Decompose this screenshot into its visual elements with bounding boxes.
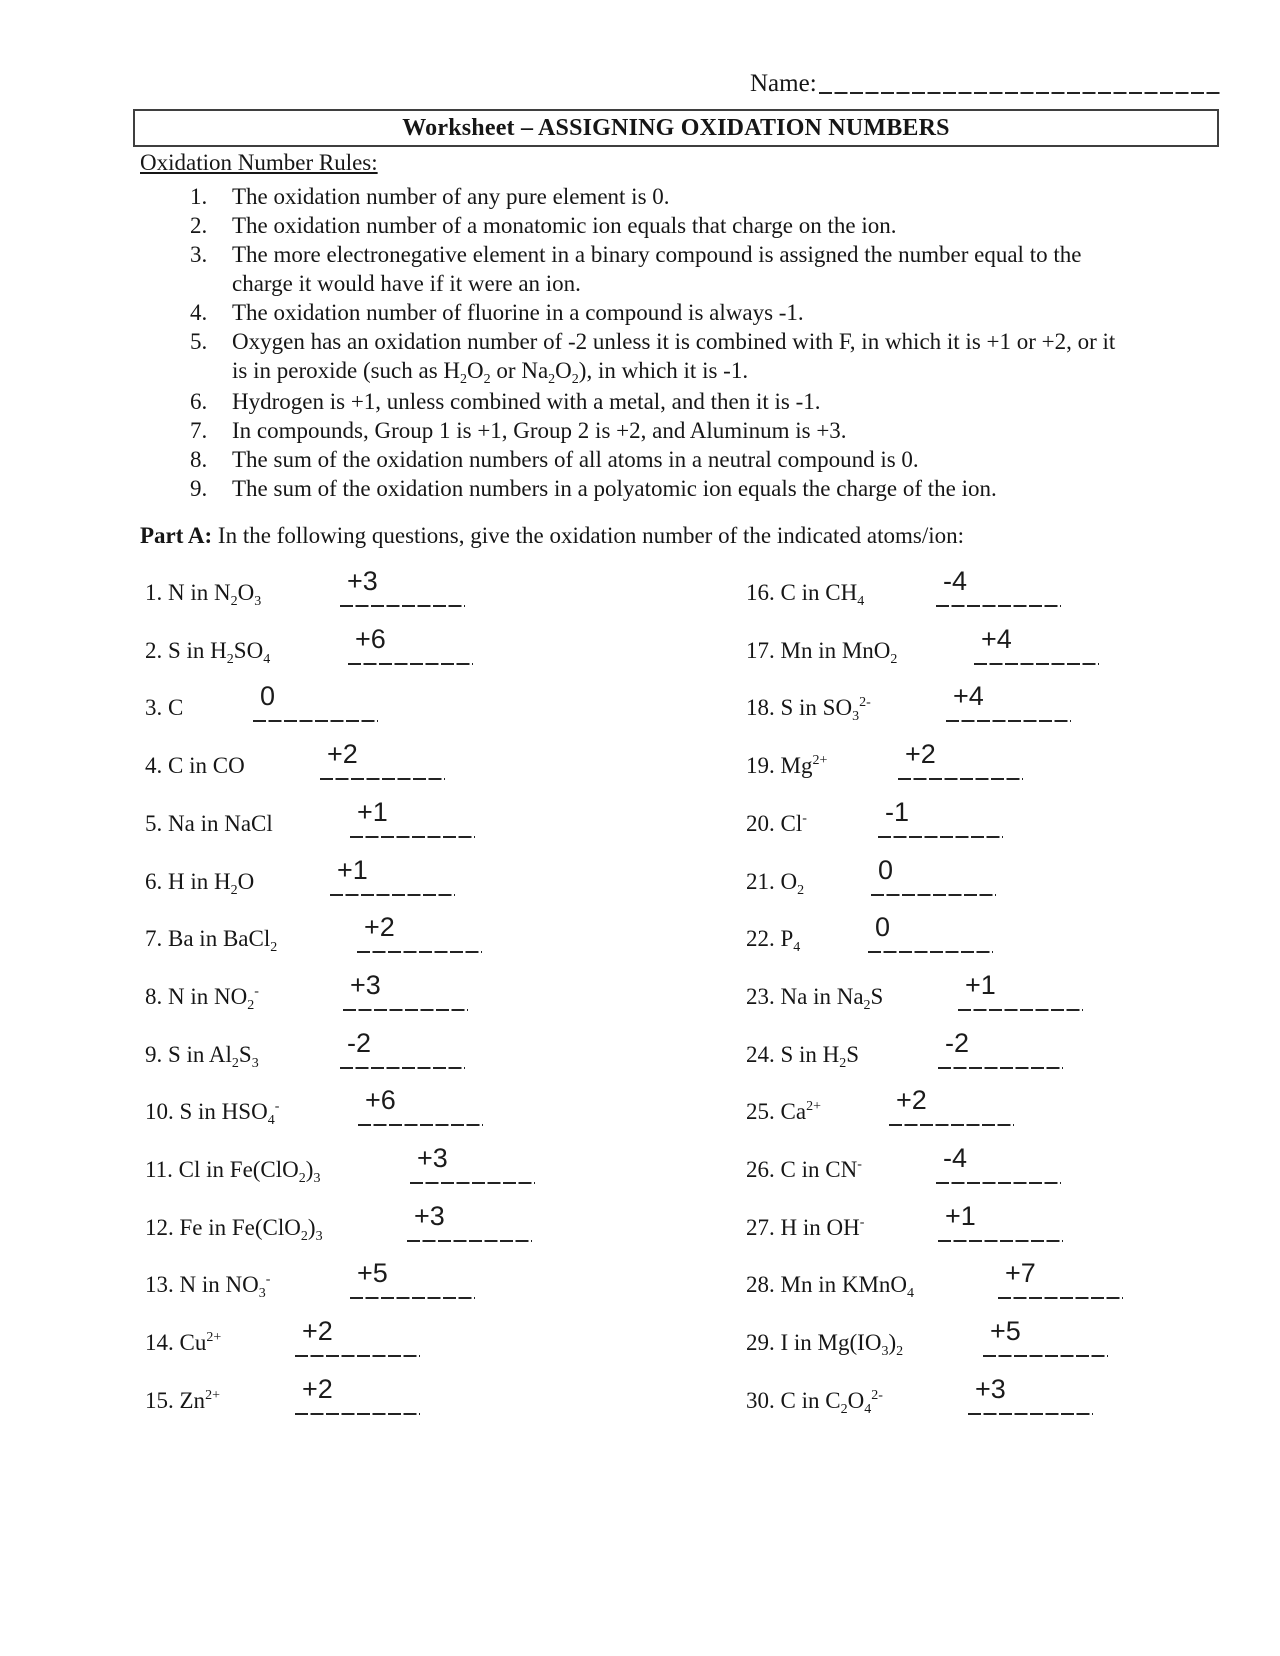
answer-value: +5 bbox=[357, 1258, 388, 1289]
answer-line bbox=[938, 1067, 1063, 1069]
question-label: 21. $O_2$ bbox=[746, 868, 805, 898]
answer-value: +3 bbox=[417, 1143, 448, 1173]
answer-value: +7 bbox=[1005, 1258, 1036, 1289]
rule-item bbox=[190, 240, 1180, 298]
name-label: Name: bbox=[750, 70, 817, 97]
answer-line bbox=[357, 951, 482, 953]
answer-line bbox=[898, 778, 1023, 780]
answer-line bbox=[889, 1124, 1014, 1126]
answer-value: +4 bbox=[953, 681, 984, 712]
rule-item bbox=[190, 211, 1180, 240]
superscript: 2- bbox=[871, 1387, 883, 1403]
answer-value: +3 bbox=[350, 969, 381, 1000]
answer-value: +3 bbox=[975, 1373, 1006, 1404]
subscript: 2 bbox=[483, 372, 491, 387]
question-row bbox=[746, 1200, 1266, 1255]
question-label: 27. H in OH- bbox=[746, 1214, 865, 1240]
answer-line bbox=[968, 1413, 1093, 1415]
question-label: 26. C in CN- bbox=[746, 1157, 862, 1182]
answer-value: +3 bbox=[414, 1200, 445, 1231]
answer-value: +2 bbox=[327, 739, 358, 770]
answer-line bbox=[358, 1124, 483, 1126]
subscript: 2 bbox=[890, 651, 898, 667]
answer-value: +4 bbox=[981, 623, 1012, 654]
subscript: 2 bbox=[231, 1055, 239, 1071]
superscript: - bbox=[859, 1214, 865, 1230]
superscript: 2- bbox=[859, 695, 871, 711]
answer-value: +2 bbox=[896, 1085, 927, 1116]
rule-number: 9. bbox=[190, 476, 208, 501]
question-row bbox=[145, 1318, 730, 1370]
answer-line bbox=[350, 836, 475, 838]
subscript: 2 bbox=[840, 1401, 848, 1417]
rule-number: 4. bbox=[190, 300, 208, 325]
question-row bbox=[746, 854, 1266, 909]
question-label: 12. Fe in $Fe(ClO_2)_3$ bbox=[145, 1214, 323, 1244]
answer-line bbox=[350, 1297, 475, 1299]
question-row bbox=[746, 796, 1266, 851]
rule-item bbox=[190, 387, 1180, 416]
answer-value: +5 bbox=[990, 1316, 1021, 1347]
subscript: 4 bbox=[907, 1286, 915, 1302]
answer-value: +1 bbox=[965, 969, 996, 1000]
subscript: 2 bbox=[247, 997, 255, 1013]
name-blank-line bbox=[819, 92, 1221, 94]
part-a-label: Part A: bbox=[140, 523, 213, 548]
question-row bbox=[145, 1087, 730, 1139]
rule-number: 7. bbox=[190, 418, 208, 443]
questions-right-column bbox=[746, 568, 1266, 1468]
rule-number: 1. bbox=[190, 184, 208, 209]
answer-value: -4 bbox=[943, 566, 968, 596]
question-label: 5. Na in NaCl bbox=[145, 810, 273, 836]
superscript: - bbox=[254, 983, 259, 999]
answer-value: -2 bbox=[347, 1027, 372, 1058]
part-a-instructions: In the following questions, give the oxidation number of the indicated atoms/ion: bbox=[217, 523, 965, 548]
rule-text: The sum of the oxidation numbers in a polyatomic ion equals the charge of the ion. bbox=[232, 476, 997, 501]
question-label: 20. Cl- bbox=[746, 810, 807, 836]
answer-line bbox=[253, 720, 378, 722]
question-label: 19. $Mg^{2+}$ bbox=[746, 753, 828, 779]
rules-list bbox=[190, 182, 1180, 503]
question-label: 3. C bbox=[145, 695, 184, 721]
answer-line bbox=[998, 1297, 1123, 1299]
answer-value: -1 bbox=[885, 796, 910, 827]
question-row bbox=[746, 1087, 1266, 1139]
subscript: 2 bbox=[839, 1055, 847, 1071]
question-label: 28. Mn in KMnO$_4$ bbox=[746, 1272, 915, 1302]
subscript: 2 bbox=[298, 1171, 306, 1186]
answer-line bbox=[936, 605, 1061, 607]
question-row bbox=[145, 1200, 730, 1255]
answer-line bbox=[407, 1240, 532, 1242]
subscript: 2 bbox=[797, 882, 805, 898]
answer-value: +2 bbox=[302, 1316, 333, 1347]
question-label: 16. C in $CH_4$ bbox=[746, 580, 865, 609]
rule-number: 8. bbox=[190, 447, 208, 472]
rule-item bbox=[190, 182, 1180, 211]
answer-line bbox=[295, 1355, 420, 1357]
rule-text: The oxidation number of any pure element is 0. bbox=[232, 184, 670, 209]
question-label: 29. I in $Mg(IO_3)_2$ bbox=[746, 1330, 904, 1360]
subscript: 2 bbox=[896, 1344, 904, 1360]
question-row bbox=[746, 1318, 1266, 1370]
question-label: 11. Cl in $Fe(ClO_2)_3$ bbox=[145, 1157, 321, 1186]
subscript: 2 bbox=[571, 372, 579, 387]
answer-value: +1 bbox=[357, 796, 388, 827]
question-row bbox=[746, 1027, 1266, 1082]
question-label: 18. S in $SO_3^{2-}$ bbox=[746, 695, 871, 725]
question-label: 2. S in $H_2SO_4$ bbox=[145, 637, 271, 667]
subscript: 3 bbox=[852, 709, 860, 725]
answer-value: +1 bbox=[945, 1200, 976, 1231]
question-row bbox=[145, 1027, 730, 1082]
answer-line bbox=[343, 1009, 468, 1011]
answer-value: -4 bbox=[943, 1143, 968, 1173]
question-label: 13. N in $NO_3^-$ bbox=[145, 1272, 271, 1302]
question-row bbox=[145, 914, 730, 966]
superscript: - bbox=[857, 1157, 862, 1172]
question-row bbox=[145, 1260, 730, 1312]
question-row bbox=[145, 969, 730, 1024]
subscript: 3 bbox=[251, 1055, 259, 1071]
subscript: 2 bbox=[548, 372, 556, 387]
question-label: 8. N in $NO_2^-$ bbox=[145, 983, 259, 1013]
rule-text: Hydrogen is +1, unless combined with a metal, and then it is -1. bbox=[232, 389, 821, 414]
rule-item bbox=[190, 445, 1180, 474]
question-row bbox=[746, 741, 1266, 793]
page-title: Worksheet – ASSIGNING OXIDATION NUMBERS bbox=[402, 114, 950, 141]
subscript: 3 bbox=[258, 1286, 266, 1302]
answer-line bbox=[410, 1182, 535, 1184]
question-row bbox=[746, 1260, 1266, 1312]
subscript: 2 bbox=[230, 882, 238, 898]
answer-line bbox=[868, 951, 993, 953]
subscript: 3 bbox=[313, 1171, 321, 1186]
answer-line bbox=[340, 1067, 465, 1069]
superscript: 2+ bbox=[806, 1099, 821, 1115]
answer-line bbox=[295, 1413, 420, 1415]
question-row bbox=[145, 568, 730, 620]
rule-item bbox=[190, 416, 1180, 445]
question-row bbox=[145, 683, 730, 735]
answer-value: -2 bbox=[945, 1027, 970, 1058]
question-label: 25. $Ca^{2+}$ bbox=[746, 1099, 821, 1125]
subscript: 2 bbox=[270, 940, 278, 956]
question-row bbox=[746, 568, 1266, 620]
question-label: 10. S in $HSO_4^-$ bbox=[145, 1099, 280, 1129]
superscript: - bbox=[802, 810, 807, 826]
answer-line bbox=[974, 663, 1099, 665]
rule-text: Oxygen has an oxidation number of -2 unless it is combined with F, in which it is +1 or +2, or it is in peroxide (such as $H_2O_2$ or $Na_2O_2$), in which it is -1. bbox=[232, 329, 1116, 387]
answer-value: +1 bbox=[337, 854, 368, 885]
rule-number: 5. bbox=[190, 329, 208, 354]
answer-value: 0 bbox=[875, 912, 891, 943]
question-label: 4. C in CO bbox=[145, 753, 245, 779]
answer-line bbox=[878, 836, 1003, 838]
subscript: 2 bbox=[300, 1228, 308, 1244]
answer-value: +6 bbox=[365, 1085, 396, 1116]
answer-line bbox=[330, 894, 455, 896]
answer-value: +2 bbox=[302, 1373, 333, 1404]
question-label: 14. $Cu^{2+}$ bbox=[145, 1330, 222, 1356]
answer-line bbox=[958, 1009, 1083, 1011]
rule-text: The sum of the oxidation numbers of all atoms in a neutral compound is 0. bbox=[232, 447, 919, 472]
answer-value: 0 bbox=[878, 854, 894, 885]
question-label: 23. Na in $Na_2S$ bbox=[746, 983, 884, 1013]
question-label: 6. H in $H_2O$ bbox=[145, 868, 255, 898]
subscript: 2 bbox=[863, 997, 871, 1013]
subscript: 4 bbox=[263, 651, 271, 667]
subscript: 2 bbox=[460, 372, 468, 387]
answer-value: +2 bbox=[905, 739, 936, 770]
subscript: 3 bbox=[254, 594, 262, 609]
question-row bbox=[746, 683, 1266, 735]
question-row bbox=[746, 1145, 1266, 1197]
rule-item bbox=[190, 474, 1180, 503]
answer-value: 0 bbox=[260, 681, 276, 712]
answer-line bbox=[936, 1182, 1061, 1184]
question-row bbox=[746, 1373, 1266, 1428]
title-box bbox=[133, 109, 1219, 147]
subscript: 4 bbox=[267, 1113, 275, 1129]
subscript: 2 bbox=[226, 651, 234, 667]
question-row bbox=[145, 854, 730, 909]
rule-text: The oxidation number of a monatomic ion equals that charge on the ion. bbox=[232, 213, 897, 238]
question-row bbox=[145, 1145, 730, 1197]
answer-value: +6 bbox=[355, 623, 386, 654]
name-row bbox=[750, 70, 1221, 98]
rule-item bbox=[190, 298, 1180, 327]
question-label: 22. $P_4$ bbox=[746, 926, 801, 956]
question-label: 17. Mn in MnO$_2$ bbox=[746, 637, 898, 667]
rule-text: The oxidation number of fluorine in a compound is always -1. bbox=[232, 300, 804, 325]
question-label: 30. C in $C_2O_4^{2-}$ bbox=[746, 1387, 883, 1417]
answer-line bbox=[340, 605, 465, 607]
rule-text: The more electronegative element in a binary compound is assigned the number equal to the charge it would have if it were an ion. bbox=[232, 242, 1082, 296]
question-row bbox=[746, 914, 1266, 966]
question-row bbox=[145, 741, 730, 793]
subscript: 3 bbox=[315, 1228, 323, 1244]
part-a-line bbox=[140, 523, 964, 549]
subscript: 4 bbox=[864, 1401, 872, 1417]
question-label: 15. $Zn^{2+}$ bbox=[145, 1387, 220, 1413]
answer-value: +2 bbox=[364, 912, 395, 943]
question-row bbox=[746, 623, 1266, 678]
answer-line bbox=[946, 720, 1071, 722]
rule-text: In compounds, Group 1 is +1, Group 2 is +2, and Aluminum is +3. bbox=[232, 418, 847, 443]
answer-line bbox=[320, 778, 445, 780]
question-label: 7. Ba in BaCl$_2$ bbox=[145, 926, 278, 956]
question-label: 24. S in $H_2S$ bbox=[746, 1041, 860, 1071]
rules-heading: Oxidation Number Rules: bbox=[140, 150, 378, 175]
subscript: 3 bbox=[881, 1344, 889, 1360]
question-row bbox=[145, 796, 730, 851]
question-row bbox=[145, 623, 730, 678]
answer-line bbox=[348, 663, 473, 665]
question-label: 1. N in $N_2O_3$ bbox=[145, 580, 262, 609]
answer-line bbox=[871, 894, 996, 896]
subscript: 4 bbox=[857, 594, 865, 609]
superscript: - bbox=[265, 1272, 271, 1288]
answer-line bbox=[938, 1240, 1063, 1242]
question-label: 9. S in $Al_2S_3$ bbox=[145, 1041, 259, 1071]
rule-number: 2. bbox=[190, 213, 208, 238]
superscript: - bbox=[274, 1099, 280, 1115]
rule-number: 6. bbox=[190, 389, 208, 414]
question-row bbox=[746, 969, 1266, 1024]
subscript: 2 bbox=[230, 594, 238, 609]
answer-value: +3 bbox=[347, 566, 378, 596]
superscript: 2+ bbox=[205, 1387, 220, 1403]
superscript: 2+ bbox=[812, 753, 828, 769]
subscript: 4 bbox=[793, 940, 801, 956]
question-row bbox=[145, 1373, 730, 1428]
answer-line bbox=[983, 1355, 1108, 1357]
questions-left-column bbox=[145, 568, 730, 1468]
rule-number: 3. bbox=[190, 242, 208, 267]
superscript: 2+ bbox=[206, 1330, 222, 1346]
rule-item bbox=[190, 327, 1180, 387]
